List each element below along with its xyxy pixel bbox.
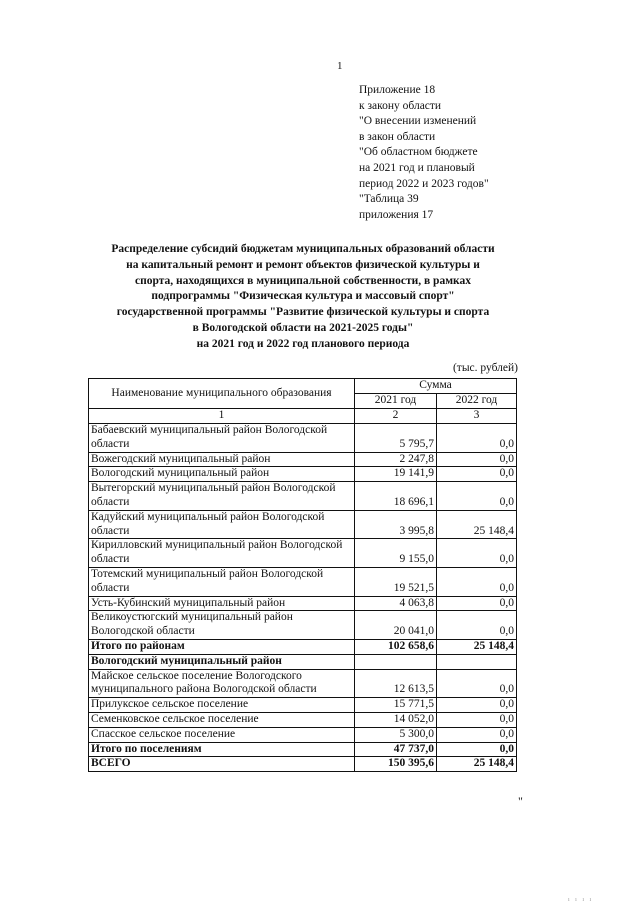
header-name: Наименование муниципального образования — [89, 379, 355, 409]
value-2021: 18 696,1 — [355, 482, 437, 511]
appendix-line: в закон области — [359, 130, 436, 143]
settlement-name: Майское сельское поселение Вологодского муниципального района Вологодской области — [89, 669, 355, 698]
table-row — [89, 539, 517, 568]
closing-quote-mark: " — [518, 794, 523, 808]
header-2022: 2022 год — [437, 394, 517, 409]
table-row — [89, 510, 517, 539]
total-label: Итого по районам — [89, 639, 355, 654]
title-line: в Вологодской области на 2021-2025 годы" — [192, 321, 414, 334]
value-2021: 19 141,9 — [355, 467, 437, 482]
value-2022: 0,0 — [437, 452, 517, 467]
total-2021: 102 658,6 — [355, 639, 437, 654]
municipality-name: Вологодский муниципальный район — [89, 467, 355, 482]
value-2022: 0,0 — [437, 727, 517, 742]
value-2021: 2 247,8 — [355, 452, 437, 467]
grand-total-2022: 25 148,4 — [437, 757, 517, 772]
table-row — [89, 482, 517, 511]
settlement-name: Прилукское сельское поселение — [89, 698, 355, 713]
value-2022: 0,0 — [437, 567, 517, 596]
value-2022: 0,0 — [437, 482, 517, 511]
settlements-total-row — [89, 742, 517, 757]
appendix-reference — [359, 83, 489, 223]
value-2021: 15 771,5 — [355, 698, 437, 713]
municipality-name: Кадуйский муниципальный район Вологодской области — [89, 510, 355, 539]
value-2022: 25 148,4 — [437, 510, 517, 539]
table-row — [89, 669, 517, 698]
value-2021: 14 052,0 — [355, 712, 437, 727]
col-number: 3 — [437, 409, 517, 424]
appendix-line: к закону области — [359, 99, 442, 112]
value-2021: 9 155,0 — [355, 539, 437, 568]
value-2022: 0,0 — [437, 611, 517, 640]
subsidy-table — [88, 378, 517, 772]
total-2021: 47 737,0 — [355, 742, 437, 757]
table-row — [89, 611, 517, 640]
value-2022: 0,0 — [437, 424, 517, 453]
municipality-name: Усть-Кубинский муниципальный район — [89, 596, 355, 611]
value-2022: 0,0 — [437, 698, 517, 713]
table-row — [89, 596, 517, 611]
empty-cell — [437, 654, 517, 669]
value-2021: 20 041,0 — [355, 611, 437, 640]
table-row — [89, 567, 517, 596]
title-line: Распределение субсидий бюджетам муниципальных образований области — [111, 243, 495, 255]
municipality-name: Великоустюгский муниципальный район Вологодской области — [89, 611, 355, 640]
municipality-name: Тотемский муниципальный район Вологодской области — [89, 567, 355, 596]
value-2022: 0,0 — [437, 669, 517, 698]
appendix-line: Приложение 18 — [359, 84, 436, 96]
table-row — [89, 698, 517, 713]
header-sum: Сумма — [355, 379, 517, 394]
value-2022: 0,0 — [437, 539, 517, 568]
appendix-line: "О внесении изменений — [359, 115, 477, 128]
appendix-line: на 2021 год и плановый — [359, 161, 475, 174]
title-line: на 2021 год и 2022 год планового периода — [196, 337, 410, 350]
value-2022: 0,0 — [437, 596, 517, 611]
section-heading-row — [89, 654, 517, 669]
table-row — [89, 424, 517, 453]
settlement-name: Спасское сельское поселение — [89, 727, 355, 742]
table-row — [89, 452, 517, 467]
total-2022: 25 148,4 — [437, 639, 517, 654]
title-line: подпрограммы "Физическая культура и массовый спорт" — [151, 290, 455, 303]
grand-total-label: ВСЕГО — [89, 757, 355, 772]
title-line: государственной программы "Развитие физической культуры и спорта — [116, 306, 490, 319]
value-2021: 5 795,7 — [355, 424, 437, 453]
appendix-line: "Таблица 39 — [359, 193, 419, 206]
value-2022: 0,0 — [437, 712, 517, 727]
grand-total-2021: 150 395,6 — [355, 757, 437, 772]
value-2021: 5 300,0 — [355, 727, 437, 742]
title-line: на капитальный ремонт и ремонт объектов физической культуры и — [126, 258, 480, 271]
page-number: 1 — [337, 60, 343, 72]
total-2022: 0,0 — [437, 742, 517, 757]
municipality-name: Вытегорский муниципальный район Вологодской области — [89, 482, 355, 511]
value-2021: 12 613,5 — [355, 669, 437, 698]
value-2022: 0,0 — [437, 467, 517, 482]
value-2021: 4 063,8 — [355, 596, 437, 611]
table-row — [89, 712, 517, 727]
table-row — [89, 727, 517, 742]
settlement-name: Семенковское сельское поселение — [89, 712, 355, 727]
appendix-line: "Об областном бюджете — [359, 146, 478, 159]
value-2021: 19 521,5 — [355, 567, 437, 596]
value-2021: 3 995,8 — [355, 510, 437, 539]
unit-label: (тыс. рублей) — [452, 362, 518, 374]
title-line: спорта, находящихся в муниципальной собственности, в рамках — [135, 274, 471, 287]
municipality-name: Бабаевский муниципальный район Вологодской области — [89, 424, 355, 453]
col-number: 1 — [89, 409, 355, 424]
empty-cell — [355, 654, 437, 669]
appendix-line: период 2022 и 2023 годов" — [359, 177, 489, 190]
total-label: Итого по поселениям — [89, 742, 355, 757]
districts-total-row — [89, 639, 517, 654]
document-title — [78, 242, 528, 353]
header-2021: 2021 год — [355, 394, 437, 409]
col-number: 2 — [355, 409, 437, 424]
appendix-line: приложения 17 — [359, 208, 434, 221]
grand-total-row — [89, 757, 517, 772]
scan-mark: ı ı ı ı — [568, 897, 594, 903]
municipality-name: Кирилловский муниципальный район Вологодской области — [89, 539, 355, 568]
section-heading: Вологодский муниципальный район — [89, 654, 355, 669]
municipality-name: Вожегодский муниципальный район — [89, 452, 355, 467]
table-row — [89, 467, 517, 482]
